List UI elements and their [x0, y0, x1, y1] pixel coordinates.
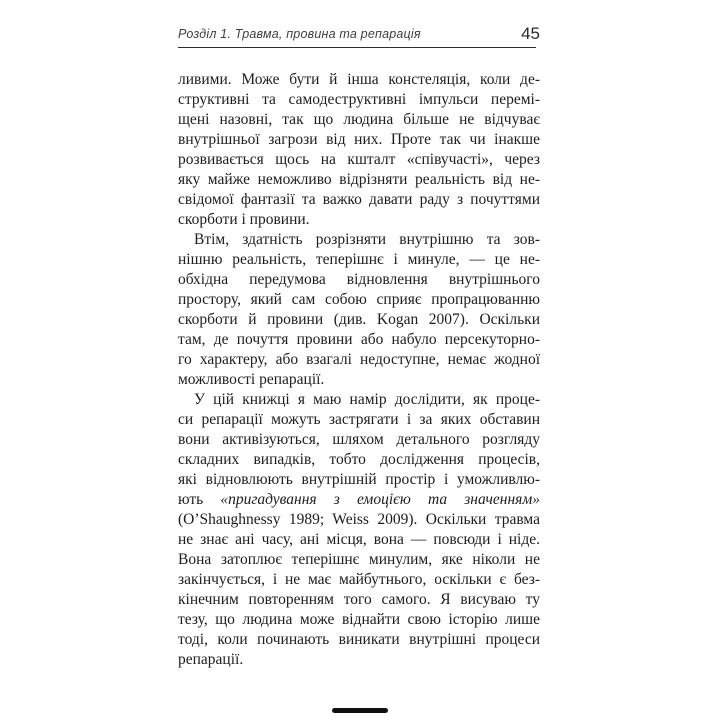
text-line: скорботи і провини.: [178, 211, 310, 228]
text-line: вони активізуються, шляхом детального розгляду: [178, 431, 540, 448]
running-header: [178, 24, 540, 44]
text-line: не знає ані часу, ані місця, вона — повсюди і ніде.: [178, 531, 540, 548]
text-line: можливості репарації.: [178, 371, 325, 388]
text-line: які відновлюють внутрішній простір і уможливлю-: [178, 471, 540, 488]
text-line: тоді, коли починають виникати внутрішні процеси: [178, 631, 540, 648]
text-line: простору, який сам собою сприяє пропрацюванню: [178, 291, 540, 308]
header-rule: [178, 47, 536, 48]
text-line: го характеру, або взагалі недоступне, немає жодної: [178, 351, 540, 368]
text-line: кінечним повторенням того самого. Я висуваю ту: [178, 591, 540, 608]
text-line: яку майже неможливо відрізняти реальність від не-: [178, 171, 540, 188]
text-line: Втім, здатність розрізняти внутрішню та зов-: [194, 231, 540, 248]
text-line: внутрішньої загрози від них. Проте так чи інакше: [178, 131, 540, 148]
text-line: щені назовні, так що людина більше не відчуває: [178, 111, 540, 128]
text-line: складних випадків, тобто дослідження процесів,: [178, 451, 540, 468]
page-number: 45: [521, 24, 540, 43]
paragraph: [178, 390, 540, 670]
text-line: скорботи й провини (див. Kogan 2007). Оскільки: [178, 311, 540, 328]
home-indicator-bar[interactable]: [332, 708, 388, 713]
text-line: репарації.: [178, 651, 244, 668]
paragraph: [178, 70, 540, 230]
text-run-italic: «пригадування з емоцією та значенням»: [220, 491, 540, 508]
text-line: розвивається щось на кшталт «співучасті», через: [178, 151, 540, 168]
text-line-mixed: [178, 490, 540, 510]
text-line: ливими. Може бути й інша констеляція, коли де-: [178, 71, 540, 88]
text-line: свідомої фантазії та важко давати раду з почуттями: [178, 191, 540, 208]
text-run-regular: ють: [178, 491, 221, 508]
text-line: У цій книжці я маю намір дослідити, як проце-: [194, 391, 540, 408]
text-line: структивні та самодеструктивні імпульси перемі-: [178, 91, 540, 108]
paragraph: [178, 230, 540, 390]
text-line: си репарації можуть застрягати і за яких обставин: [178, 411, 540, 428]
chapter-title: Розділ 1. Травма, провина та репарація: [178, 27, 421, 41]
text-line: (O’Shaughnessy 1989; Weiss 2009). Оскільки травма: [178, 511, 540, 528]
text-line: там, де почуття провини або набуло персекуторно-: [178, 331, 540, 348]
text-line: нішню реальність, теперішнє і минуле, — це не-: [178, 251, 540, 268]
text-line: закінчується, і не має майбутнього, оскільки є без-: [178, 571, 540, 588]
text-line: обхідна передумова відновлення внутрішнього: [178, 271, 540, 288]
text-line: Вона затоплює теперішнє минулим, яке ніколи не: [178, 551, 540, 568]
body-text: [178, 70, 540, 670]
text-line: тезу, що людина може віднайти свою історію лише: [178, 611, 540, 628]
